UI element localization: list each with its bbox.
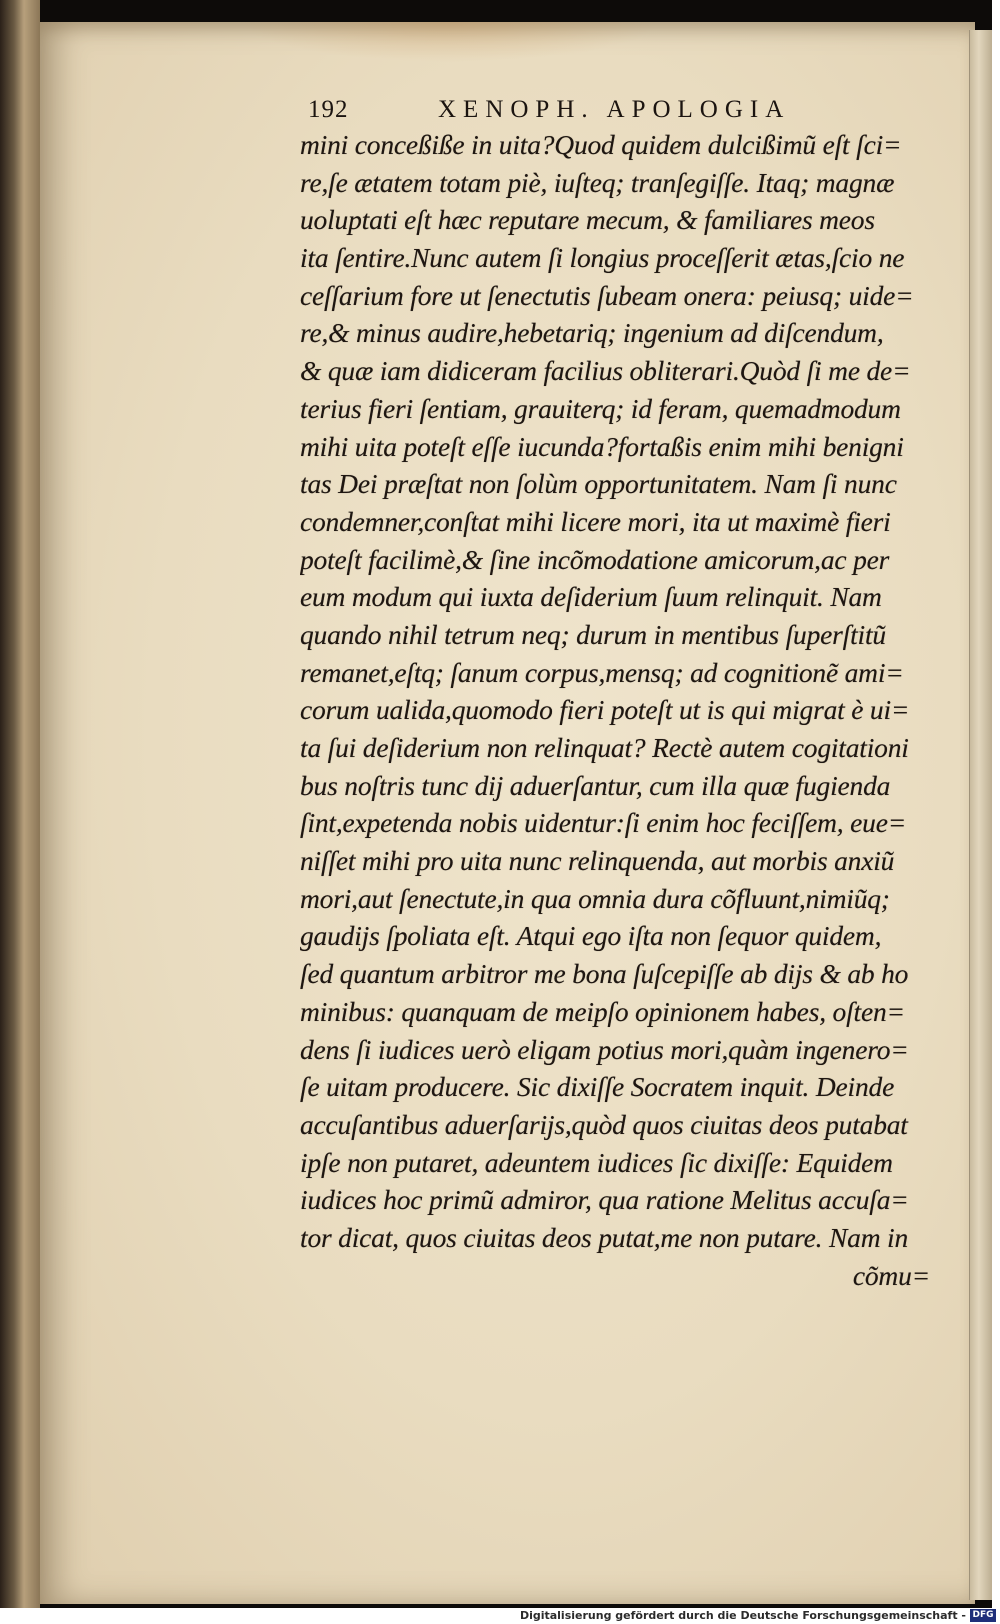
page-stain bbox=[240, 22, 660, 62]
text-line: poteſt facilimè,& ſine incõmodatione amicorum,ac per bbox=[300, 543, 890, 575]
text-line: mori,aut ſenectute,in qua omnia dura cõfluunt,nimiũq; bbox=[300, 882, 890, 914]
text-line: gaudijs ſpoliata eſt. Atqui ego iſta non ſequor quidem, bbox=[300, 920, 882, 952]
body-text bbox=[300, 126, 940, 1294]
text-line: iudices hoc primũ admiror, qua ratione Melitus accuſa= bbox=[300, 1184, 909, 1216]
text-line: condemner,conſtat mihi licere mori, ita ut maximè fieri bbox=[300, 505, 891, 537]
text-line: re,& minus audire,hebetariq; ingenium ad diſcendum, bbox=[300, 317, 884, 349]
text-line: ceſſarium fore ut ſenectutis ſubeam onera: peiusq; uide= bbox=[300, 279, 914, 311]
text-line: ta ſui deſiderium non relinquat? Rectè autem cogitationi bbox=[300, 732, 909, 763]
page-fore-edge bbox=[969, 30, 992, 1600]
text-line: terius fieri ſentiam, grauiterq; id feram, quemadmodum bbox=[300, 392, 901, 424]
text-line: mini conceßiße in uita?Quod quidem dulcißimũ eſt ſci= bbox=[300, 129, 902, 160]
text-line: corum ualida,quomodo fieri poteſt ut is qui migrat è ui= bbox=[300, 694, 910, 726]
text-line: ipſe non putaret, adeuntem iudices ſic dixiſſe: Equidem bbox=[300, 1146, 893, 1178]
text-line: remanet,eſtq; ſanum corpus,mensq; ad cognitionẽ ami= bbox=[300, 656, 904, 688]
text-line: ita ſentire.Nunc autem ſi longius proceſſerit ætas,ſcio ne bbox=[300, 242, 905, 274]
digitization-credit: Digitalisierung gefördert durch die Deutsche Forschungsgemeinschaft - bbox=[519, 1609, 966, 1622]
text-line: eum modum qui iuxta deſiderium ſuum relinquit. Nam bbox=[300, 581, 882, 613]
dfg-logo: DFG bbox=[970, 1609, 996, 1622]
text-line: dens ſi iudices uerò eligam potius mori,quàm ingenero= bbox=[300, 1033, 909, 1065]
text-line: tas Dei præſtat non ſolùm opportunitatem. Nam ſi nunc bbox=[300, 468, 897, 500]
text-line: niſſet mihi pro uita nunc relinquenda, aut morbis anxiũ bbox=[300, 845, 895, 877]
book-gutter-edge bbox=[0, 0, 40, 1608]
running-head bbox=[308, 96, 828, 126]
catchword: cõmu= bbox=[852, 1259, 930, 1291]
text-line: bus noſtris tunc dij aduerſantur, cum illa quæ fugienda bbox=[300, 769, 891, 801]
running-title: XENOPH. APOLOGIA bbox=[438, 96, 791, 123]
text-line: re,ſe ætatem totam piè, iuſteq; tranſegiſſe. Itaq; magnæ bbox=[300, 166, 895, 198]
text-line: minibus: quanquam de meipſo opinionem habes, oſten= bbox=[300, 995, 905, 1027]
text-line: accuſantibus aduerſarijs,quòd quos ciuitas deos putabat bbox=[300, 1108, 908, 1140]
text-line: uoluptati eſt hæc reputare mecum, & familiares meos bbox=[300, 204, 875, 236]
text-line: ſe uitam producere. Sic dixiſſe Socratem inquit. Deinde bbox=[300, 1071, 895, 1103]
text-line: ſint,expetenda nobis uidentur:ſi enim hoc feciſſem, eue= bbox=[300, 807, 907, 839]
text-line: mihi uita poteſt eſſe iucunda?fortaßis enim mihi benigni bbox=[300, 430, 904, 462]
text-line: ſed quantum arbitror me bona ſuſcepiſſe ab dijs & ab ho bbox=[300, 958, 909, 990]
text-line: & quæ iam didiceram facilius obliterari.Quòd ſi me de= bbox=[300, 355, 911, 387]
text-line: tor dicat, quos ciuitas deos putat,me non putare. Nam in bbox=[300, 1221, 909, 1253]
page-number: 192 bbox=[308, 96, 349, 123]
text-line: quando nihil tetrum neq; durum in mentibus ſuperſtitũ bbox=[300, 618, 886, 650]
